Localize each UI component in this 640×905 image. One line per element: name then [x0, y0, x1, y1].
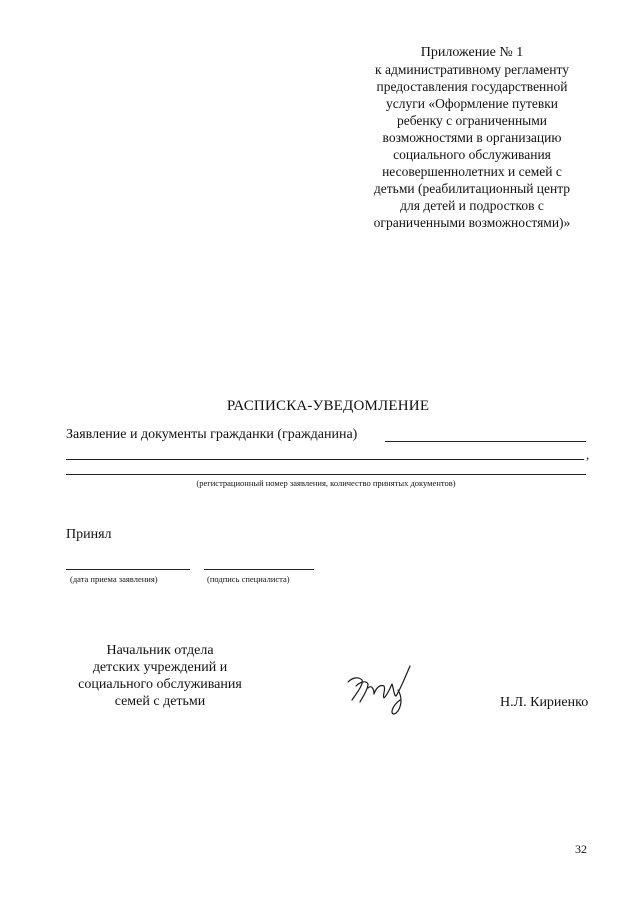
position-line: детских учреждений и	[92, 660, 228, 675]
appendix-block	[340, 44, 604, 231]
date-line	[66, 569, 190, 570]
appendix-line: для детей и подростков с	[400, 198, 544, 213]
document-title: РАСПИСКА-УВЕДОМЛЕНИЕ	[226, 398, 430, 414]
signatory-name: Н.Л. Кириенко	[500, 695, 589, 710]
appendix-line: возможностями в организацию	[382, 130, 562, 145]
signature-line	[204, 569, 314, 570]
appendix-line: к административному регламенту	[375, 62, 569, 77]
appendix-line: несовершеннолетних и семей с	[382, 164, 562, 179]
signature-caption: (подпись специалиста)	[207, 574, 290, 584]
applicant-name-line-2	[66, 459, 584, 460]
applicant-name-line	[385, 441, 586, 442]
appendix-line: ограниченными возможностями)»	[373, 215, 571, 230]
position-line: социального обслуживания	[78, 677, 242, 692]
statement-comma: ,	[586, 447, 590, 462]
position-line: Начальник отдела	[106, 643, 214, 658]
registration-number-line	[66, 474, 586, 475]
page-number: 32	[575, 842, 587, 856]
date-caption: (дата приема заявления)	[70, 574, 158, 584]
position-line: семей с детьми	[114, 694, 206, 709]
signatory-position	[60, 642, 260, 710]
accepted-label: Принял	[66, 527, 112, 542]
appendix-line: детьми (реабилитационный центр	[373, 181, 571, 196]
appendix-line: услуги «Оформление путевки	[385, 96, 559, 111]
registration-caption: (регистрационный номер заявления, количество принятых документов)	[196, 478, 456, 488]
handwritten-signature	[344, 660, 422, 720]
appendix-line: ребенку с ограниченными	[396, 113, 548, 128]
statement-text: Заявление и документы гражданки (гражданина)	[66, 427, 358, 442]
appendix-line: социального обслуживания	[393, 147, 551, 162]
appendix-heading: Приложение № 1	[420, 45, 524, 60]
appendix-line: предоставления государственной	[376, 79, 568, 94]
